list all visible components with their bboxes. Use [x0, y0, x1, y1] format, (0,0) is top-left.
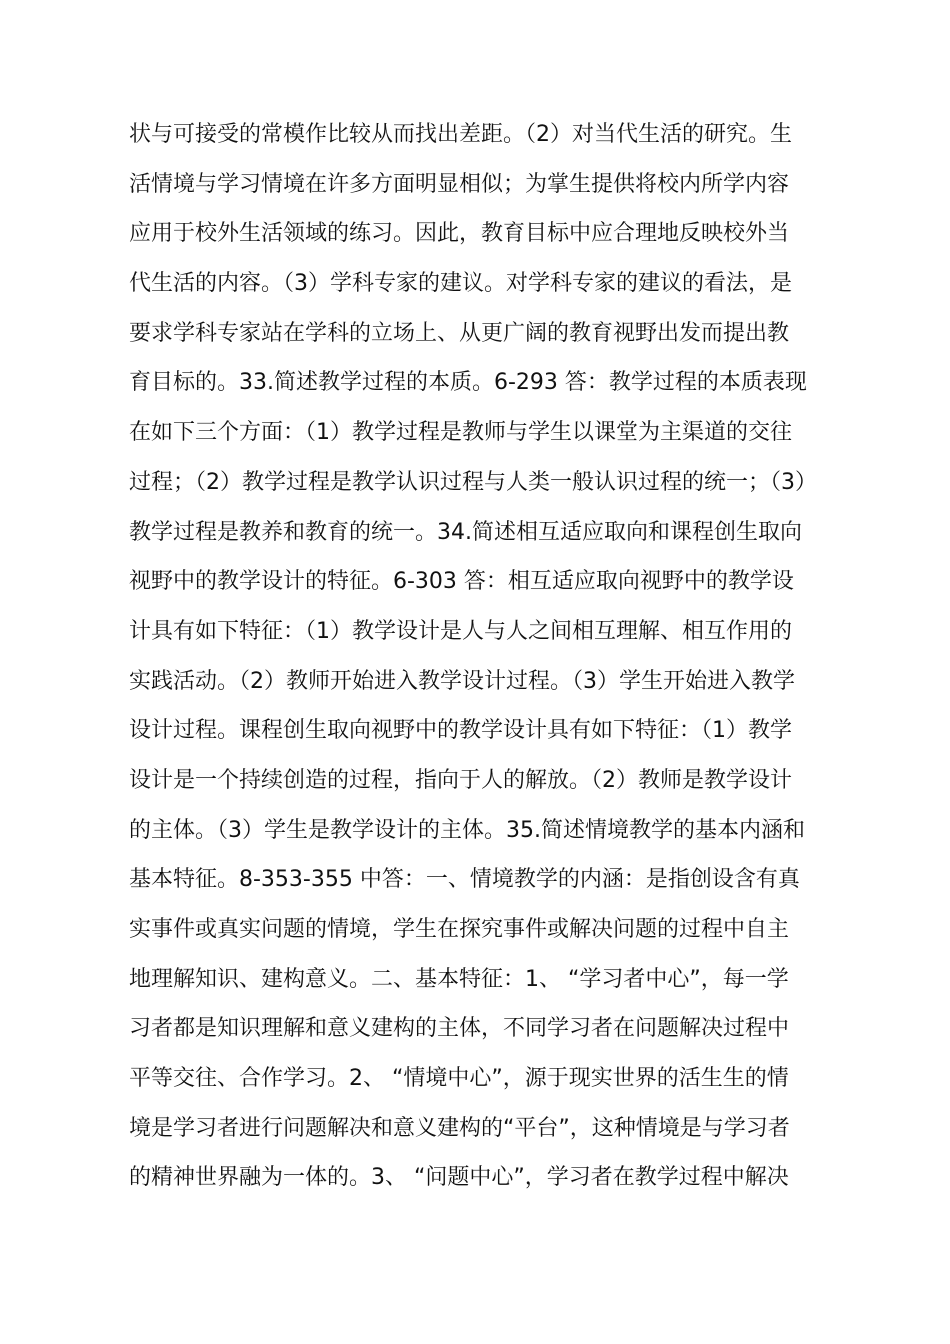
text-line: 计具有如下特征：（1）教学设计是人与人之间相互理解、相互作用的: [129, 618, 792, 644]
text-line: 实践活动。（2）教师开始进入教学设计过程。（3）学生开始进入教学: [129, 668, 795, 694]
text-line: 视野中的教学设计的特征。6-303 答：相互适应取向视野中的教学设: [129, 569, 794, 595]
body-text: [129, 110, 829, 1203]
text-line: 要求学科专家站在学科的立场上、从更广阔的教育视野出发而提出教: [129, 320, 790, 346]
text-line: 活情境与学习情境在许多方面明显相似；为掌生提供将校内所学内容: [129, 171, 790, 197]
text-line: 设计过程。课程创生取向视野中的教学设计具有如下特征：（1）教学: [129, 718, 792, 744]
text-line: 应用于校外生活领域的练习。因此，教育目标中应合理地反映校外当: [129, 221, 790, 247]
text-line: 境是学习者进行问题解决和意义建构的“平台”，这种情境是与学习者: [129, 1115, 790, 1141]
text-line: 代生活的内容。（3）学科专家的建议。对学科专家的建议的看法，是: [129, 271, 792, 297]
text-line: 习者都是知识理解和意义建构的主体，不同学习者在问题解决过程中: [129, 1016, 790, 1042]
text-line: 状与可接受的常模作比较从而找出差距。（2）对当代生活的研究。生: [129, 122, 792, 147]
text-line: 教学过程是教养和教育的统一。34.简述相互适应取向和课程创生取向: [129, 519, 802, 545]
text-line: 地理解知识、建构意义。二、基本特征：1、 “学习者中心”，每一学: [129, 966, 789, 992]
text-line: 基本特征。8-353-355 中答：一、情境教学的内涵：是指创设含有真: [129, 867, 800, 893]
text-line: 实事件或真实问题的情境，学生在探究事件或解决问题的过程中自主: [129, 917, 790, 942]
text-line: 的主体。（3）学生是教学设计的主体。35.简述情境教学的基本内涵和: [129, 817, 805, 843]
text-line: 在如下三个方面：（1）教学过程是教师与学生以课堂为主渠道的交往: [129, 420, 792, 446]
text-line: 的精神世界融为一体的。3、 “问题中心”，学习者在教学过程中解决: [129, 1165, 789, 1191]
text-line: 过程；（2）教学过程是教学认识过程与人类一般认识过程的统一；（3）: [129, 469, 817, 495]
text-line: 平等交往、合作学习。2、 “情境中心”，源于现实世界的活生生的情: [129, 1066, 789, 1092]
text-line: 育目标的。33.简述教学过程的本质。6-293 答：教学过程的本质表现: [129, 370, 807, 396]
text-line: 设计是一个持续创造的过程，指向于人的解放。（2）教师是教学设计: [129, 767, 792, 793]
